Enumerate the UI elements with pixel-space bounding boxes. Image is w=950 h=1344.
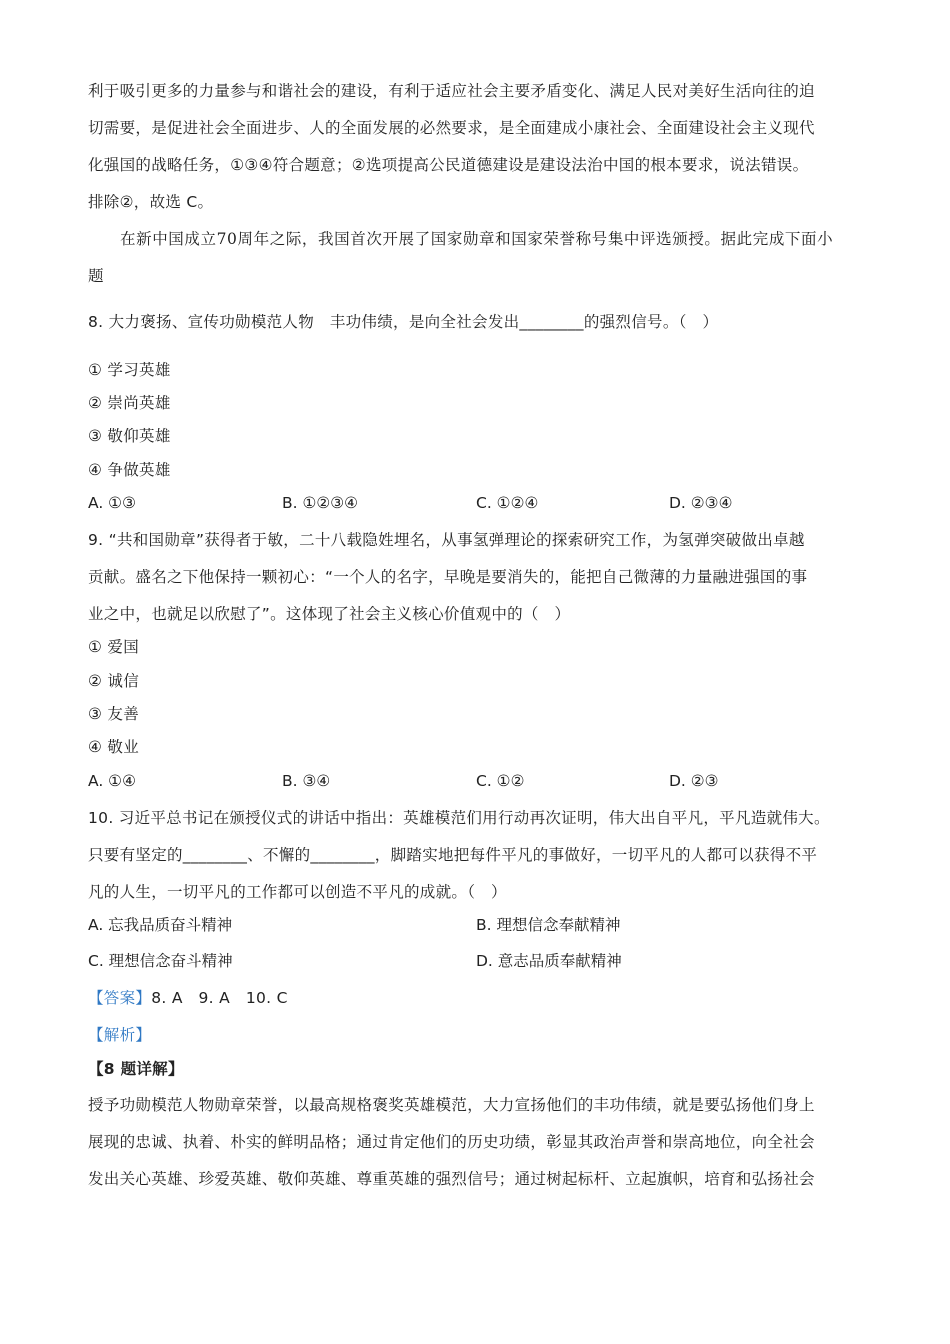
q8-choice-a: A. ①③ bbox=[88, 494, 136, 512]
analysis-line-2: 展现的忠诚、执着、朴实的鲜明品格；通过肯定他们的历史功绩，彰显其政治声誉和崇高地位，向全社会 bbox=[88, 1133, 815, 1151]
q8-item-2: ② 崇尚英雄 bbox=[88, 394, 171, 412]
q10-stem-line-1: 10. 习近平总书记在颁授仪式的讲话中指出：英雄模范们用行动再次证明，伟大出自平凡，平凡造就伟大。 bbox=[88, 809, 830, 827]
intro-line-2: 切需要，是促进社会全面进步、人的全面发展的必然要求，是全面建成小康社会、全面建设社会主义现代 bbox=[88, 119, 815, 137]
q9-item-1: ① 爱国 bbox=[88, 638, 140, 656]
analysis-line-3: 发出关心英雄、珍爱英雄、敬仰英雄、尊重英雄的强烈信号；通过树起标杆、立起旗帜，培育和弘扬社会 bbox=[88, 1170, 815, 1188]
q9-choice-b: B. ③④ bbox=[282, 772, 331, 790]
q9-choice-a: A. ①④ bbox=[88, 772, 136, 790]
context-line-2: 题 bbox=[88, 267, 105, 285]
q9-item-2: ② 诚信 bbox=[88, 672, 140, 690]
q10-stem-line-3: 凡的人生，一切平凡的工作都可以创造不平凡的成就。（ ） bbox=[88, 883, 507, 901]
q8-stem: 8. 大力褒扬、宣传功勋模范人物 丰功伟绩，是向全社会发出________的强烈信号。（ ） bbox=[88, 313, 719, 331]
q8-choice-c: C. ①②④ bbox=[476, 494, 539, 512]
q9-item-4: ④ 敬业 bbox=[88, 738, 140, 756]
q8-item-1: ① 学习英雄 bbox=[88, 361, 171, 379]
q10-choice-c: C. 理想信念奋斗精神 bbox=[88, 952, 233, 970]
context-line-1: 在新中国成立70周年之际，我国首次开展了国家勋章和国家荣誉称号集中评选颁授。据此完成下面小 bbox=[120, 230, 834, 248]
q8-choice-b: B. ①②③④ bbox=[282, 494, 359, 512]
analysis-label: 【解析】 bbox=[88, 1026, 152, 1044]
q10-stem-line-2: 只要有坚定的________、不懈的________，脚踏实地把每件平凡的事做好，一切平凡的人都可以获得不平 bbox=[88, 846, 818, 864]
answer-text: 8. A 9. A 10. C bbox=[151, 989, 288, 1007]
intro-line-1: 利于吸引更多的力量参与和谐社会的建设，有利于适应社会主要矛盾变化、满足人民对美好生活向往的迫 bbox=[88, 82, 815, 100]
answer-label: 【答案】 bbox=[88, 989, 152, 1007]
q10-choice-d: D. 意志品质奉献精神 bbox=[476, 952, 622, 970]
q10-choice-a: A. 忘我品质奋斗精神 bbox=[88, 916, 233, 934]
intro-line-3: 化强国的战略任务，①③④符合题意；②选项提高公民道德建设是建设法治中国的根本要求，说法错误。 bbox=[88, 156, 809, 174]
q9-stem-line-1: 9. “共和国勋章”获得者于敏，二十八载隐姓埋名，从事氢弹理论的探索研究工作，为氢弹突破做出卓越 bbox=[88, 531, 805, 549]
q8-item-3: ③ 敬仰英雄 bbox=[88, 427, 171, 445]
q9-stem-line-3: 业之中，也就足以欣慰了”。这体现了社会主义核心价值观中的（ ） bbox=[88, 605, 571, 623]
q8-choice-d: D. ②③④ bbox=[669, 494, 733, 512]
q9-stem-line-2: 贡献。盛名之下他保持一颗初心：“一个人的名字，早晚是要消失的，能把自己微薄的力量融进强国的事 bbox=[88, 568, 808, 586]
q10-choice-b: B. 理想信念奉献精神 bbox=[476, 916, 621, 934]
q9-choice-d: D. ②③ bbox=[669, 772, 719, 790]
answer-line bbox=[88, 987, 288, 1009]
q9-choice-c: C. ①② bbox=[476, 772, 525, 790]
q8-item-4: ④ 争做英雄 bbox=[88, 461, 171, 479]
q8-detail-label: 【8 题详解】 bbox=[88, 1060, 184, 1078]
analysis-line-1: 授予功勋模范人物勋章荣誉，以最高规格褒奖英雄模范，大力宣扬他们的丰功伟绩，就是要弘扬他们身上 bbox=[88, 1096, 815, 1114]
q9-item-3: ③ 友善 bbox=[88, 705, 140, 723]
intro-line-4: 排除②，故选 C。 bbox=[88, 193, 214, 211]
